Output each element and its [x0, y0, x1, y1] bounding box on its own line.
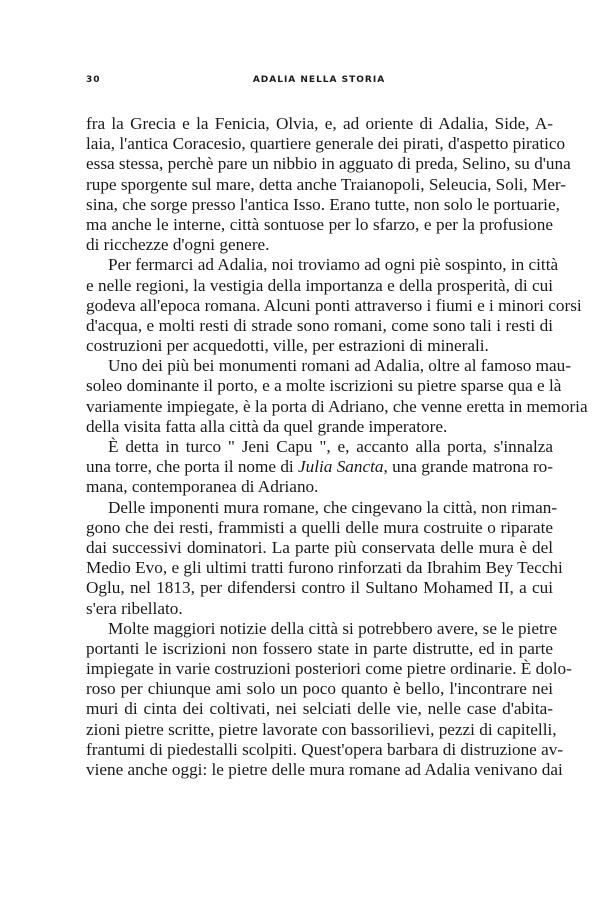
text-line: frantumi di piedestalli scolpiti. Quest'opera barbara di distruzione av-: [86, 739, 564, 759]
text-line: Per fermarci ad Adalia, noi troviamo ad ogni piè sospinto, in città: [108, 255, 559, 275]
text-line: fra la Grecia e la Fenicia, Olvia, e, ad oriente di Adalia, Side, A-: [86, 114, 553, 133]
text-line: di ricchezze d'ogni genere.: [86, 235, 270, 255]
text-line: Uno dei più bei monumenti romani ad Adalia, oltre al famoso mau-: [108, 356, 571, 376]
text-line: portanti le iscrizioni non fossero state in parte distrutte, ed in parte: [86, 638, 553, 658]
text-line: Delle imponenti mura romane, che cingevano la città, non riman-: [108, 497, 558, 517]
page-body-text: [86, 114, 588, 780]
text-line: Medio Evo, e gli ultimi tratti furono rinforzati da Ibrahim Bey Tecchi: [86, 558, 563, 578]
text-line: Oglu, nel 1813, per difendersi contro il Sultano Mohamed II, a cui: [86, 578, 553, 598]
text-line: Molte maggiori notizie della città si potrebbero avere, se le pietre: [108, 618, 558, 638]
running-title: ADALIA NELLA STORIA: [252, 75, 386, 85]
text-line: costruzioni per acquedotti, ville, per estrazioni di minerali.: [86, 336, 489, 356]
text-line: ma anche le interne, città sontuose per lo sfarzo, e per la profusione: [86, 214, 553, 234]
running-header: [86, 75, 552, 91]
text-line: essa stessa, perchè pare un nibbio in agguato di preda, Selino, su d'una: [86, 154, 571, 174]
paragraph: [86, 356, 588, 437]
text-line: s'era ribellato.: [86, 598, 183, 618]
paragraph: [86, 114, 571, 255]
text-line: variamente impiegate, è la porta di Adriano, che venne eretta in memoria: [86, 396, 588, 416]
text-line: laia, l'antica Coracesio, quartiere generale dei pirati, d'aspetto piratico: [86, 134, 566, 154]
text-line: sina, che sorge presso l'antica Isso. Erano tutte, non solo le portuarie,: [86, 194, 560, 214]
text-line: dai successivi dominatori. La parte più conservata delle mura è del: [86, 537, 553, 557]
text-line: viene anche oggi: le pietre delle mura romane ad Adalia venivano dai: [86, 760, 563, 779]
text-line: muri di cinta dei coltivati, nei selciati delle vie, nelle case d'abita-: [86, 699, 553, 719]
italic-name: Julia Sancta: [298, 457, 384, 477]
paragraph: [86, 618, 572, 781]
text-line: rupe sporgente sul mare, detta anche Traianopoli, Seleucia, Soli, Mer-: [86, 174, 566, 194]
text-line: godeva all'epoca romana. Alcuni ponti attraverso i fiumi e i minori corsi: [86, 295, 582, 315]
text-line: roso per chiunque ami solo un poco quanto è bello, l'incontrare nei: [86, 679, 553, 699]
text-line: È detta in turco " Jeni Capu ", e, accanto alla porta, s'innalza: [108, 437, 553, 456]
text-line: soleo dominante il porto, e a molte iscrizioni su pietre sparse qua e là: [86, 376, 562, 396]
paragraph: [86, 255, 582, 356]
text-line: e nelle regioni, la vestigia della importanza e della prosperità, di cui: [86, 275, 553, 295]
text-line: mana, contemporanea di Adriano.: [86, 477, 319, 497]
text-line: d'acqua, e molti resti di strade sono romani, come sono tali i resti di: [86, 315, 553, 335]
text-line: impiegate in varie costruzioni posteriori come pietre ordinarie. È dolo-: [86, 659, 572, 679]
text-line: zioni pietre scritte, pietre lavorate con bassorilievi, pezzi di capitelli,: [86, 719, 557, 739]
text-line: gono che dei resti, frammisti a quelli delle mura costruite o riparate: [86, 517, 553, 537]
paragraph: [86, 497, 563, 619]
paragraph: [86, 437, 553, 498]
text-line: della visita fatta alla città da quel grande imperatore.: [86, 416, 448, 436]
page-number: 30: [86, 75, 101, 85]
text-line: una torre, che porta il nome di Julia Sancta, una grande matrona ro-: [86, 457, 553, 477]
